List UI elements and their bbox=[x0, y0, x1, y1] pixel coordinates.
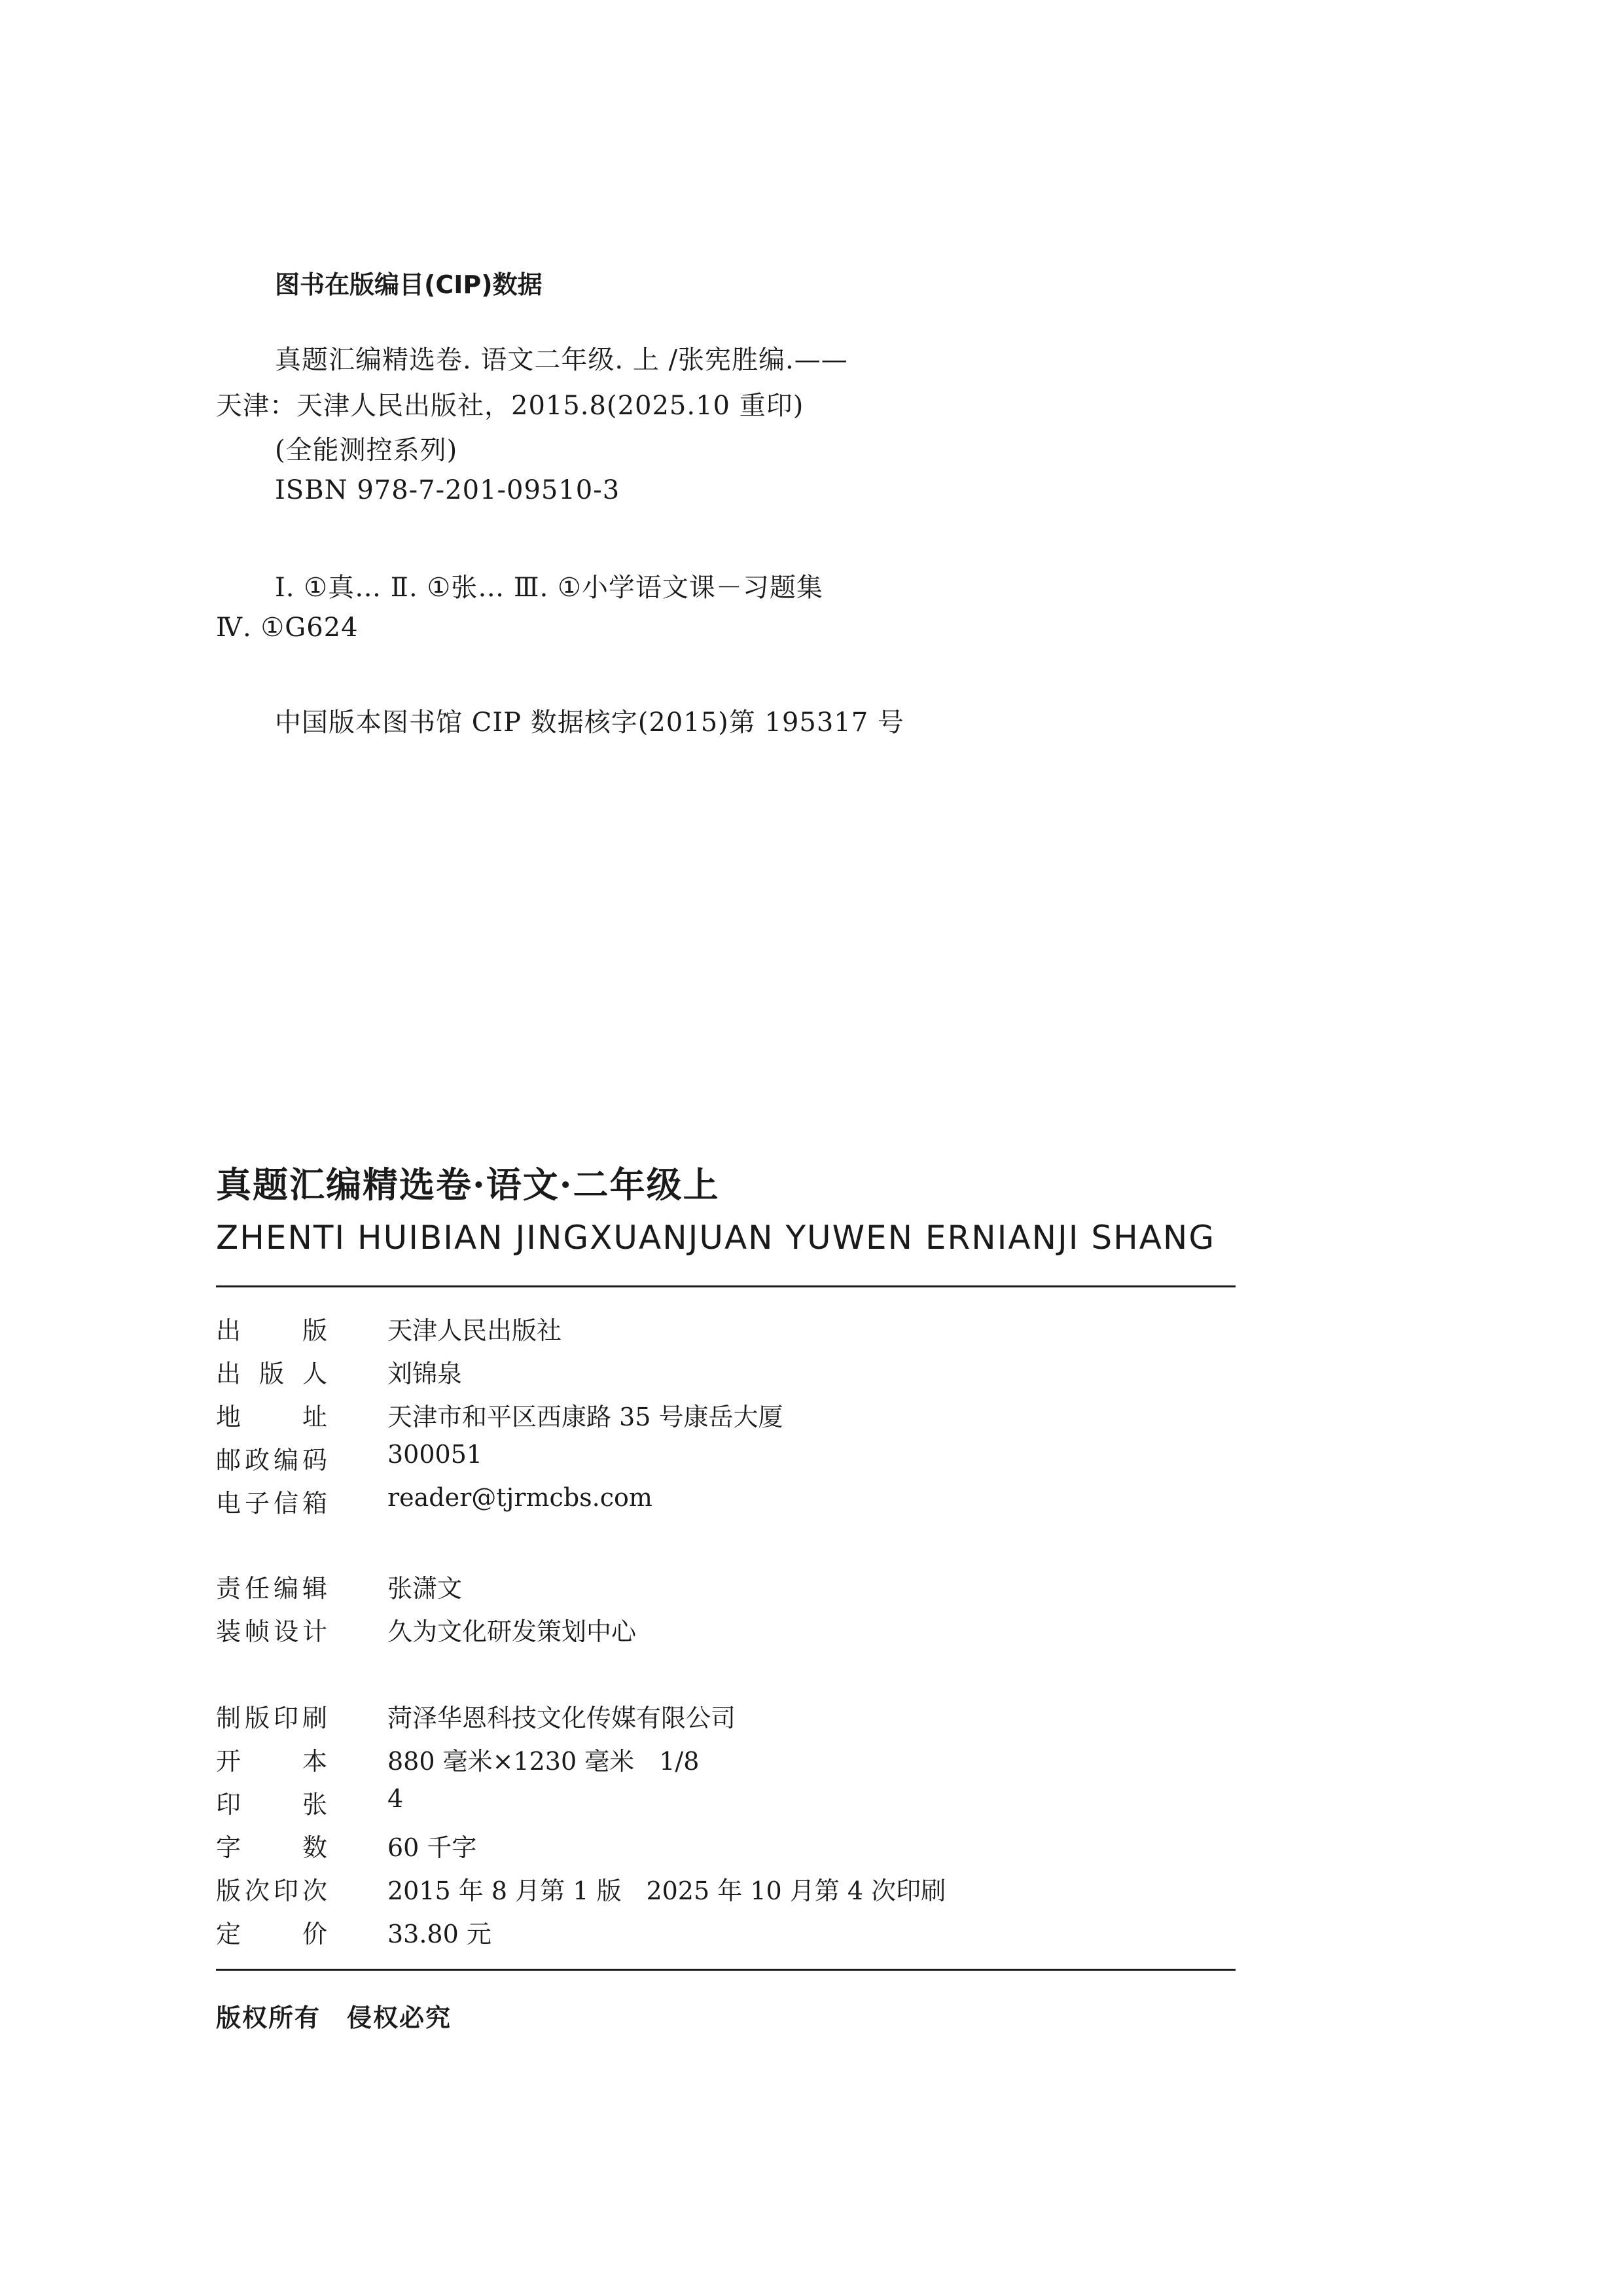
book-title: 真题汇编精选卷·语文·二年级上 bbox=[216, 1164, 720, 1206]
copyright-notice: 版权所有 侵权必究 bbox=[216, 2003, 452, 2032]
info-value: 300051 bbox=[387, 1440, 483, 1469]
info-label: 出版人 bbox=[216, 1359, 327, 1388]
info-value: 天津人民出版社 bbox=[387, 1316, 562, 1345]
info-label: 出版 bbox=[216, 1316, 327, 1345]
info-value: 张潇文 bbox=[387, 1574, 463, 1603]
info-label: 版次印次 bbox=[216, 1876, 327, 1905]
info-value: 880 毫米×1230 毫米 1/8 bbox=[387, 1747, 700, 1776]
info-value: 天津市和平区西康路 35 号康岳大厦 bbox=[387, 1403, 783, 1431]
info-label: 定价 bbox=[216, 1920, 327, 1948]
info-value: 刘锦泉 bbox=[387, 1359, 463, 1388]
cip-publisher-line: 天津：天津人民出版社，2015.8(2025.10 重印) bbox=[216, 391, 804, 421]
top-divider bbox=[216, 1285, 1236, 1287]
cip-isbn-line: ISBN 978-7-201-09510-3 bbox=[275, 475, 620, 505]
info-label: 地址 bbox=[216, 1403, 327, 1431]
info-label: 字数 bbox=[216, 1833, 327, 1862]
info-label: 电子信箱 bbox=[216, 1489, 327, 1518]
cip-heading: 图书在版编目(CIP)数据 bbox=[275, 270, 543, 299]
info-label: 开本 bbox=[216, 1747, 327, 1776]
cip-classification-line: Ⅰ. ①真… Ⅱ. ①张… Ⅲ. ①小学语文课－习题集 bbox=[275, 573, 823, 603]
info-value: 菏泽华恩科技文化传媒有限公司 bbox=[387, 1704, 736, 1732]
info-label: 责任编辑 bbox=[216, 1574, 327, 1603]
info-value: 久为文化研发策划中心 bbox=[387, 1617, 637, 1646]
info-label: 邮政编码 bbox=[216, 1446, 327, 1475]
info-value: reader@tjrmcbs.com bbox=[387, 1483, 652, 1512]
info-label: 装帧设计 bbox=[216, 1617, 327, 1646]
cip-title-line: 真题汇编精选卷. 语文二年级. 上 /张宪胜编.—— bbox=[275, 345, 848, 375]
cip-series-line: (全能测控系列) bbox=[275, 435, 458, 465]
cip-record-number: 中国版本图书馆 CIP 数据核字(2015)第 195317 号 bbox=[275, 708, 904, 738]
cip-classification-line-2: Ⅳ. ①G624 bbox=[216, 613, 359, 643]
info-value: 2015 年 8 月第 1 版 2025 年 10 月第 4 次印刷 bbox=[387, 1876, 946, 1905]
info-label: 印张 bbox=[216, 1790, 327, 1819]
info-label: 制版印刷 bbox=[216, 1704, 327, 1732]
bottom-divider bbox=[216, 1969, 1236, 1971]
info-value: 60 千字 bbox=[387, 1833, 477, 1862]
info-value: 4 bbox=[387, 1784, 404, 1813]
info-value: 33.80 元 bbox=[387, 1920, 491, 1948]
book-title-pinyin: ZHENTI HUIBIAN JINGXUANJUAN YUWEN ERNIANJI SHANG bbox=[216, 1219, 1216, 1257]
